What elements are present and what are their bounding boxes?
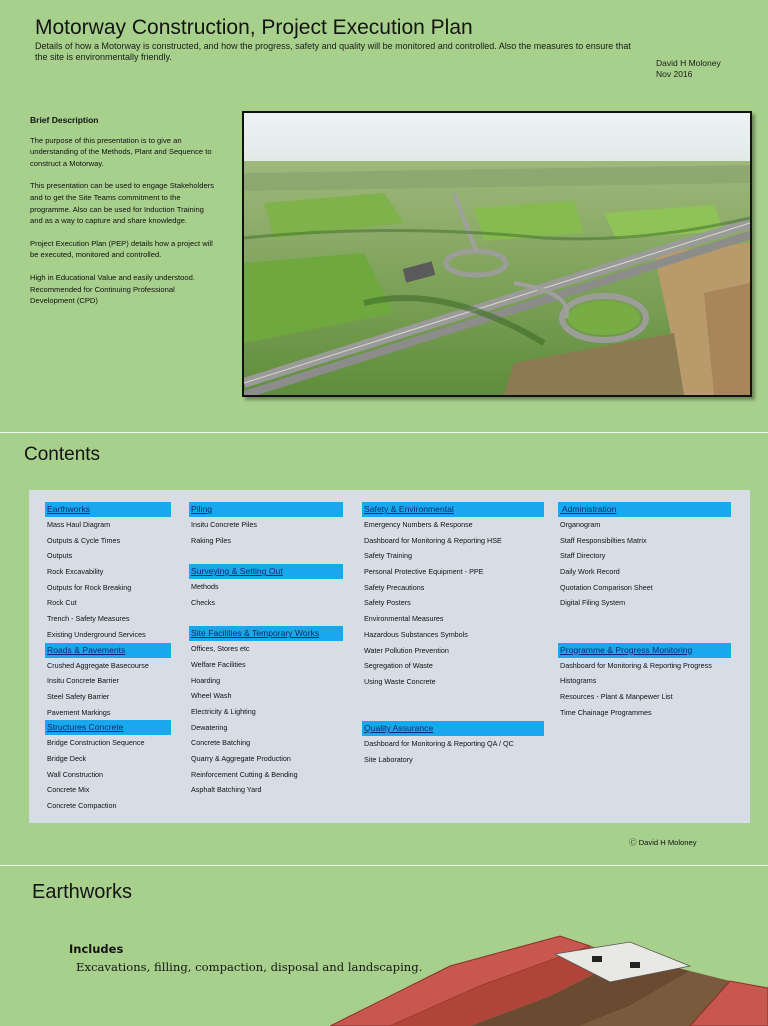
contents-column (45, 502, 171, 814)
contents-link[interactable]: Organogram (560, 520, 601, 529)
page-title: Motorway Construction, Project Execution Plan (35, 16, 473, 39)
earthworks-cross-section-diagram (330, 926, 768, 1026)
contents-link[interactable]: Insitu Concrete Barrier (47, 676, 119, 686)
contents-spacer (362, 705, 544, 721)
contents-link[interactable]: Trench - Safety Measures (47, 614, 130, 624)
contents-link[interactable]: Steel Safety Barrier (47, 691, 110, 701)
page-subtitle: Details of how a Motorway is constructed, and how the progress, safety and quality will be monitored and controlled. Also the measures to ensure that the site is environmentally friendly. (35, 41, 631, 62)
author-date: Nov 2016 (656, 69, 693, 79)
contents-link[interactable]: Welfare Facilities (191, 659, 246, 669)
contents-link[interactable]: Methods (191, 582, 219, 592)
contents-link[interactable]: Safety Precautions (364, 582, 425, 592)
contents-link[interactable]: Electricity & Lighting (191, 706, 256, 716)
contents-link[interactable]: Dashboard for Monitoring & Reporting HSE (364, 535, 502, 545)
contents-column (189, 502, 343, 798)
contents-link[interactable]: Checks (191, 597, 215, 607)
contents-link[interactable]: Pavement Markings (47, 707, 111, 717)
section-header[interactable]: Earthworks (45, 502, 171, 517)
contents-link[interactable]: Wall Construction (47, 769, 104, 779)
brief-paragraph: This presentation can be used to engage Stakeholders and to get the Site Teams commitment to the programme. Also can be used for Induction Training and as a way to capture and share knowledge. (30, 181, 215, 226)
section-header[interactable]: Site Facilities & Temporary Works (189, 626, 343, 641)
includes-text: Excavations, filling, compaction, disposal and landscaping. (76, 960, 423, 974)
contents-spacer (558, 611, 731, 627)
contents-link[interactable]: Crushed Aggregate Basecourse (47, 660, 149, 670)
contents-link[interactable]: Outputs for Rock Breaking (47, 582, 132, 592)
section-header[interactable]: Quality Assurance (362, 721, 544, 736)
brief-description (30, 115, 216, 318)
author-name: David H Moloney (656, 58, 721, 68)
contents-link[interactable]: Digital Filing System (560, 598, 626, 608)
contents-link[interactable]: Wheel Wash (191, 691, 232, 701)
contents-title: Contents (24, 444, 101, 465)
contents-link[interactable]: Insitu Concrete Piles (191, 520, 257, 529)
contents-link[interactable]: Time Chainage Programmes (560, 707, 652, 717)
contents-link[interactable]: Resources - Plant & Manpewer List (560, 691, 673, 701)
section-header[interactable]: Programme & Progress Monitoring (558, 643, 731, 658)
contents-spacer (189, 548, 343, 564)
slide-title (0, 0, 768, 432)
contents-link[interactable]: Staff Directory (560, 551, 606, 561)
contents-link[interactable]: Dashboard for Monitoring & Reporting QA / QC (364, 738, 514, 748)
brief-paragraph: The purpose of this presentation is to give an understanding of the Methods, Plant and Sequence to construct a Motorway. (30, 135, 212, 168)
contents-link[interactable]: Site Laboratory (364, 754, 413, 764)
contents-panel (29, 490, 750, 823)
contents-spacer (189, 610, 343, 626)
contents-link[interactable]: Quotation Comparison Sheet (560, 582, 653, 592)
brief-paragraph: Project Execution Plan (PEP) details how a project will be executed, monitored and controlled. (30, 238, 213, 260)
section-header[interactable]: Structures Concrete (45, 720, 171, 735)
contents-link[interactable]: Hazardous Substances Symbols (364, 629, 468, 639)
contents-link[interactable]: Histograms (560, 676, 597, 686)
section-header[interactable]: Surveying & Setting Out (189, 564, 343, 579)
section-header[interactable]: Administration (558, 502, 731, 517)
includes-label: Includes (69, 942, 124, 956)
contents-link[interactable]: Existing Underground Services (47, 629, 146, 639)
contents-column (362, 502, 544, 767)
section-header[interactable]: Roads & Pavements (45, 643, 171, 658)
contents-link[interactable]: Hoarding (191, 675, 221, 685)
contents-link[interactable]: Concrete Compaction (47, 801, 117, 810)
contents-link[interactable]: Bridge Construction Sequence (47, 738, 145, 748)
contents-link[interactable]: Segregation of Waste (364, 661, 433, 671)
contents-spacer (362, 690, 544, 706)
earthworks-title: Earthworks (32, 881, 133, 903)
brief-heading: Brief Description (30, 115, 99, 125)
contents-column (558, 502, 731, 720)
contents-link[interactable]: Raking Piles (191, 535, 231, 545)
contents-link[interactable]: Using Waste Concrete (364, 676, 436, 686)
contents-link[interactable]: Safety Posters (364, 598, 411, 608)
contents-link[interactable]: Reinforcement Cutting & Bending (191, 769, 298, 779)
contents-link[interactable]: Offices, Stores etc (191, 644, 250, 654)
contents-link[interactable]: Bridge Deck (47, 753, 87, 763)
contents-link[interactable]: Dashboard for Monitoring & Reporting Progress (560, 660, 712, 670)
contents-link[interactable]: Outputs (47, 551, 73, 561)
contents-link[interactable]: Outputs & Cycle Times (47, 535, 121, 545)
contents-link[interactable]: Concrete Batching (191, 738, 251, 748)
contents-link[interactable]: Concrete Mix (47, 785, 90, 795)
contents-link[interactable]: Rock Cut (47, 598, 77, 608)
contents-link[interactable]: Rock Excavability (47, 567, 104, 577)
contents-link[interactable]: Water Pollution Prevention (364, 645, 449, 655)
contents-link[interactable]: Staff Responsibilties Matrix (560, 535, 647, 545)
contents-link[interactable]: Dewatering (191, 722, 228, 732)
contents-link[interactable]: Mass Haul Diagram (47, 520, 111, 529)
slide-contents (0, 433, 768, 865)
copyright-notice: Ⓒ David H Moloney (629, 838, 697, 847)
author-block (656, 58, 721, 80)
brief-paragraph: High in Educational Value and easily understood. Recommended for Continuing Professional Development (CPD) (30, 272, 195, 306)
section-header[interactable]: Safety & Environmental (362, 502, 544, 517)
contents-link[interactable]: Safety Training (364, 551, 412, 561)
contents-link[interactable]: Daily Work Record (560, 567, 620, 577)
contents-link[interactable]: Environmental Measures (364, 614, 444, 624)
contents-link[interactable]: Quarry & Aggregate Production (191, 753, 291, 763)
motorway-aerial-photo (242, 111, 752, 397)
slide-earthworks (0, 866, 768, 1024)
contents-link[interactable]: Emergency Numbers & Response (364, 520, 473, 529)
contents-spacer (558, 627, 731, 643)
contents-link[interactable]: Personal Protective Equipment - PPE (364, 567, 484, 577)
contents-link[interactable]: Asphalt Batching Yard (191, 785, 262, 795)
section-header[interactable]: Piling (189, 502, 343, 517)
